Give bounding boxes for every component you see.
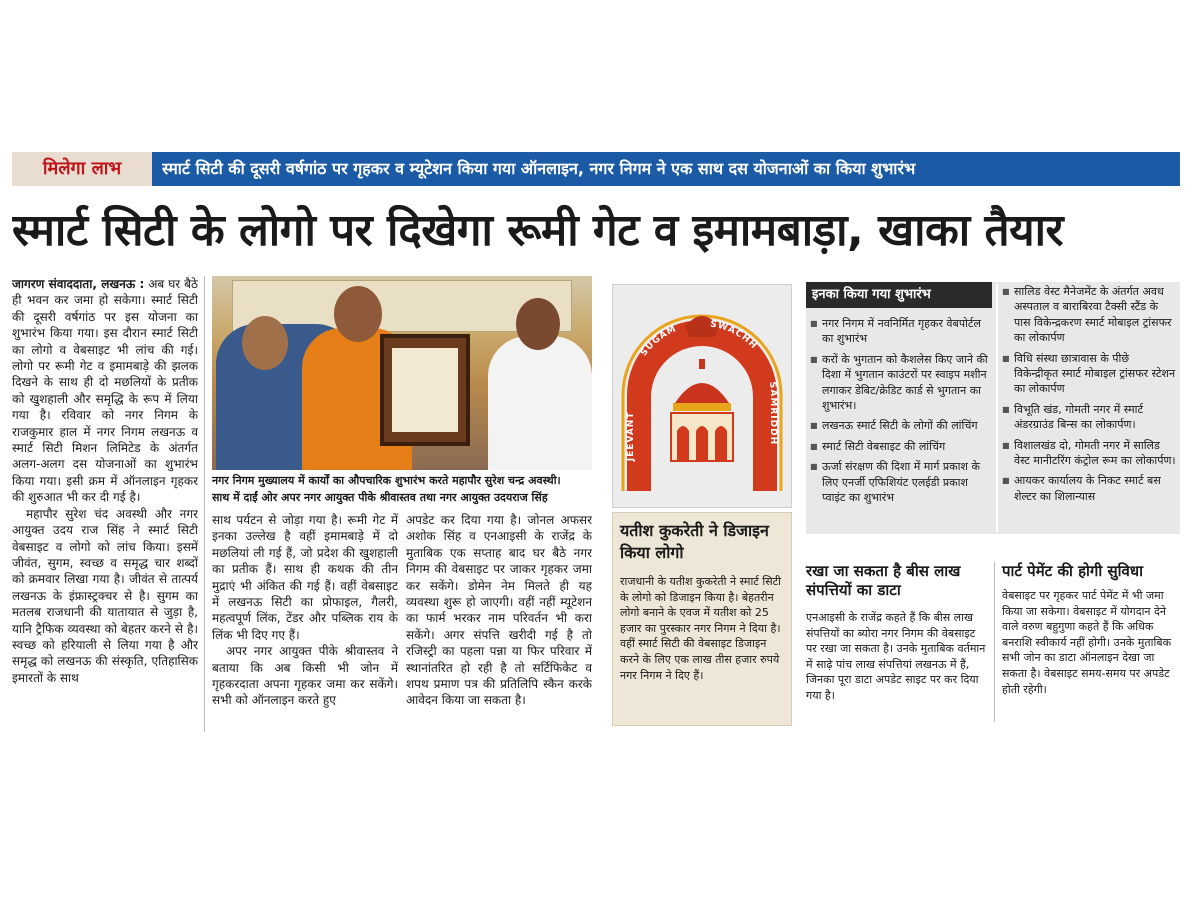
scheme-item: ■ विभूति खंड, गोमती नगर में स्मार्ट अंडरग्राउंड बिन्स का लोकार्पण। xyxy=(1002,402,1176,433)
schemes-list-left xyxy=(810,316,992,532)
logo-finial xyxy=(699,359,705,369)
scheme-item: ■ लखनऊ स्मार्ट सिटी के लोगों की लांचिंग xyxy=(810,418,992,433)
logo-word: SWACHH xyxy=(709,319,759,352)
article-paragraph: साथ पर्यटन से जोड़ा गया है। रूमी गेट में इनका उल्लेख है वहीं इमामबाड़े में दो मछलियां ली गई हैं, जो प्रदेश की खुशहाली का प्रतीक हैं। साथ ही कथक की तीन मुद्राएं भी अंकित की गई हैं। वहीं वेबसाइट में लखनऊ सिटी का प्रोफाइल, गैलरी, महत्वपूर्ण लिंक, टेंडर और पब्लिक राय के लिंक भी दिए गए हैं। xyxy=(212,513,398,642)
article-paragraph: अपडेट कर दिया गया है। जोनल अफसर अशोक सिंह व एनआइसी के राजेंद्र के मुताबिक एक सप्ताह बाद घर बैठे नगर निगम की वेबसाइट पर जाकर गृहकर जमा कर सकेंगे। डोमेन नेम मिलते ही यह व्यवस्था शुरू हो जाएगी। वहीं नहीं म्यूटेशन का फार्म भरकर नाम परिवर्तन भी करा सकेंगे। अगर संपत्ति खरीदी गई है तो रजिस्ट्री का पहला पन्ना या फिर परिवार में स्थानांतरित हो रही है तो सर्टिफिकेट व शपथ प्रमाण पत्र की प्रतिलिपि स्कैन करके आवेदन किया जा सकता है। xyxy=(406,513,592,708)
column-divider xyxy=(204,276,205,732)
article-column-2 xyxy=(212,512,398,734)
logo-imambara-base xyxy=(673,403,731,411)
article-paragraph xyxy=(12,276,198,506)
article-paragraph: महापौर सुरेश चंद अवस्थी और नगर आयुक्त उदय राज सिंह ने स्मार्ट सिटी वेबसाइट व लोगो को लांच किया। इसमें जीवंत, सुगम, स्वच्छ व समृद्ध चार शब्दों को क्रमवार लिखा गया है। जीवंत से तात्पर्य लखनऊ के इंफ्रास्ट्रक्चर से है। सुगम का मतलब राजधानी की यातायात से जुड़ा है, यानि ट्रैफिक व्यवस्था को बेहतर करने से है। स्वच्छ को हरियाली से लिया गया है और समृद्ध को लखनऊ की संस्कृति, एतिहासिक इमारतों के साथ xyxy=(12,506,198,685)
headline: स्मार्ट सिटी के लोगो पर दिखेगा रूमी गेट व इमामबाड़ा, खाका तैयार xyxy=(12,205,1063,256)
caption-line: नगर निगम मुख्यालय में कार्यों का औपचारिक शुभारंभ करते महापौर सुरेश चन्द्र अवस्थी। xyxy=(212,474,561,487)
logo-arc-text xyxy=(767,381,778,445)
caption-line: साथ में दाईं ओर अपर नगर आयुक्त पीके श्रीवास्तव तथा नगर आयुक्त उदयराज सिंह xyxy=(212,491,548,504)
scheme-item: ■ विधि संस्था छात्रावास के पीछे विकेन्द्रीकृत स्मार्ट मोबाइल ट्रांसफर स्टेशन का लोकार्पण xyxy=(1002,351,1176,397)
scheme-item: ■ विशालखंड दो, गोमती नगर में सालिड वेस्ट मानीटरिंग कंट्रोल रूम का लोकार्पण। xyxy=(1002,438,1176,469)
photo-caption xyxy=(212,472,592,508)
photo-person-left-head xyxy=(242,316,288,370)
sidebar-text: राजधानी के यतीश कुकरेती ने स्मार्ट सिटी के लोगो को डिजाइन किया है। बेहतरीन लोगो बनाने के एवज में यतीश को 25 हजार का पुरस्कार नगर निगम ने दिया है। वहीं स्मार्ट सिटी की वेबसाइट डिजाइन करने के लिए एक लाख तीस हजार रुपये नगर निगम ने दिए हैं। xyxy=(620,575,782,682)
box2-text: वेबसाइट पर गृहकर पार्ट पेमेंट में भी जमा किया जा सकेगा। वेबसाइट में योगदान देने वाले वरुण बहुगुणा कहते हैं कि अधिक बनराशि स्वीकार्य नहीं होगी। उनके मुताबिक सभी जोन का डाटा ऑनलाइन देखा जा सकता है। वेबसाइट समय-समय पर अपडेट होती रहेगी। xyxy=(1002,589,1172,696)
logo-door xyxy=(696,426,708,461)
schemes-list-right xyxy=(1002,284,1176,532)
logo-door xyxy=(715,426,727,461)
kicker-label: मिलेगा लाभ xyxy=(12,152,152,186)
byline: जागरण संवाददाता, लखनऊ : xyxy=(12,277,145,291)
box1-title: रखा जा सकता है बीस लाख संपत्तियों का डाटा xyxy=(806,562,961,599)
schemes-title: इनका किया गया शुभारंभ xyxy=(806,282,992,308)
event-photo xyxy=(212,276,592,470)
column-divider xyxy=(994,562,995,722)
box1-text: एनआइसी के राजेंद्र कहते हैं कि बीस लाख संपत्तियों का ब्योरा नगर निगम की वेबसाइट पर रखा जा सकता है। उनके मुताबिक वर्तमान में साढ़े पांच लाख संपत्तियां लखनऊ में हैं, जिनका पूरा डाटा अपडेट साइट पर कर दिया गया है। xyxy=(806,611,986,702)
logo-word: SAMRIDDH xyxy=(766,381,779,446)
logo-graphic xyxy=(613,285,791,507)
article-column-1 xyxy=(12,276,198,736)
schemes-divider xyxy=(996,284,998,532)
logo-dome xyxy=(675,383,729,403)
photo-person-center-head xyxy=(334,286,382,342)
logo-arc-text xyxy=(626,412,636,463)
scheme-item: ■ स्मार्ट सिटी वेबसाइट की लांचिंग xyxy=(810,439,992,454)
article-column-3 xyxy=(406,512,592,734)
scheme-item: ■ सालिड वेस्ट मैनेजमेंट के अंतर्गत अवध अस्पताल व बाराबिरवा टैक्सी स्टैंड के पास विकेन्द्रकरण स्मार्ट मोबाइल ट्रांसफर का लोकार्पण xyxy=(1002,284,1176,346)
paragraph-text: अब घर बैठे ही भवन कर जमा हो सकेगा। स्मार्ट सिटी की दूसरी वर्षगांठ पर इस योजना का शुभारंभ किया गया। इस दौरान स्मार्ट सिटी का लोगो व वेबसाइट भी लांच की गई। लोगो पर रूमी गेट व इमामबाड़े की झलक दिखने के साथ ही दो मछलियों के प्रतीक को खुशहाली और समृद्धि के रूप में लिया गया है। रविवार को नगर निगम के राजकुमार हाल में नगर निगम लखनऊ व स्मार्ट सिटी मिशन लिमिटेड के अंतर्गत अलग-अलग दस योजनाओं का शुभारंभ किया गया। इसी क्रम में ऑनलाइन गृहकर की शुरुआत भी कर दी गई है। xyxy=(12,277,198,505)
scheme-item: ■ करों के भुगतान को कैशलेस किए जाने की दिशा में भुगतान काउंटरों पर स्वाइप मशीन लगाकर डेबिट/क्रेडिट कार्ड से भुगतान का शुभारंभ। xyxy=(810,352,992,414)
smart-city-logo xyxy=(612,284,792,508)
photo-award-certificate xyxy=(392,348,458,432)
box2-title: पार्ट पेमेंट की होगी सुविधा xyxy=(1002,562,1143,580)
scheme-item: ■ नगर निगम में नवनिर्मित गृहकर वेबपोर्टल का शुभारंभ xyxy=(810,316,992,347)
logo-door xyxy=(677,426,689,461)
scheme-item: ■ आयकर कार्यालय के निकट स्मार्ट बस शेल्टर का शिलान्यास xyxy=(1002,473,1176,504)
logo-word: SUGAM xyxy=(639,324,679,359)
scheme-item: ■ ऊर्जा संरक्षण की दिशा में मार्ग प्रकाश के लिए एनर्जी एफिशियंट एलईडी प्रकाश प्वाइंट का शुभारंभ xyxy=(810,459,992,505)
photo-person-right-head xyxy=(516,298,560,350)
kicker-text: स्मार्ट सिटी की दूसरी वर्षगांठ पर गृहकर व म्यूटेशन किया गया ऑनलाइन, नगर निगम ने एक साथ दस योजनाओं का किया शुभारंभ xyxy=(162,159,916,178)
article-paragraph: अपर नगर आयुक्त पीके श्रीवास्तव ने बताया कि अब किसी भी जोन में गृहकरदाता अपना गृहकर जमा कर सकेंगे। सभी को ऑनलाइन करते हुए xyxy=(212,644,398,708)
photo-person-right xyxy=(488,336,592,470)
logo-word: JEEVANT xyxy=(626,411,636,462)
sidebar-title: यतीश कुकरेती ने डिजाइन किया लोगो xyxy=(620,521,769,562)
